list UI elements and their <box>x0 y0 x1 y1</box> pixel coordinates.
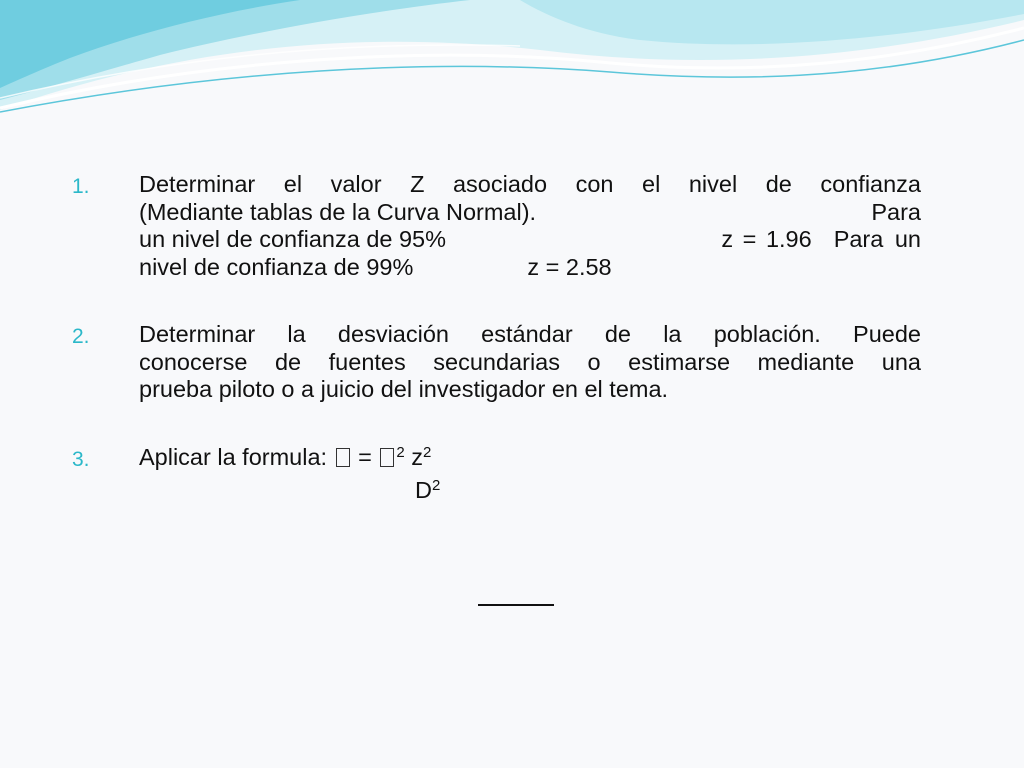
item-2-line-3: prueba piloto o a juicio del investigador en el tema. <box>139 376 669 402</box>
item-2-line-2: conocerse de fuentes secundarias o estimarse mediante una <box>139 348 921 375</box>
item-2-line-1: Determinar la desviación estándar de la población. Puede <box>139 321 921 347</box>
item-1-line-3: un nivel de confianza de 95% z = 1.96 Para un <box>139 226 921 252</box>
formula-denominator: $D^2$ <box>415 477 441 503</box>
list-number-2: 2. <box>72 325 90 348</box>
list-number-3: 3. <box>72 448 90 471</box>
underline-rule <box>478 604 554 606</box>
item-1-line-4: nivel de confianza de 99% z = 2.58 <box>139 253 612 280</box>
list-number-1: 1. <box>72 175 90 198</box>
formula-line: Aplicar la formula: = $^2$ $z^2$ <box>139 444 432 470</box>
header-wave-decoration <box>0 0 1024 130</box>
missing-glyph-icon <box>336 448 350 467</box>
list-item-1-text <box>139 171 921 281</box>
missing-glyph-icon <box>380 448 394 467</box>
item-1-line-2: (Mediante tablas de la Curva Normal). Para <box>139 198 921 225</box>
list-item-2-text <box>139 321 921 404</box>
item-1-line-1: Determinar el valor Z asociado con el nivel de confianza <box>139 171 921 197</box>
